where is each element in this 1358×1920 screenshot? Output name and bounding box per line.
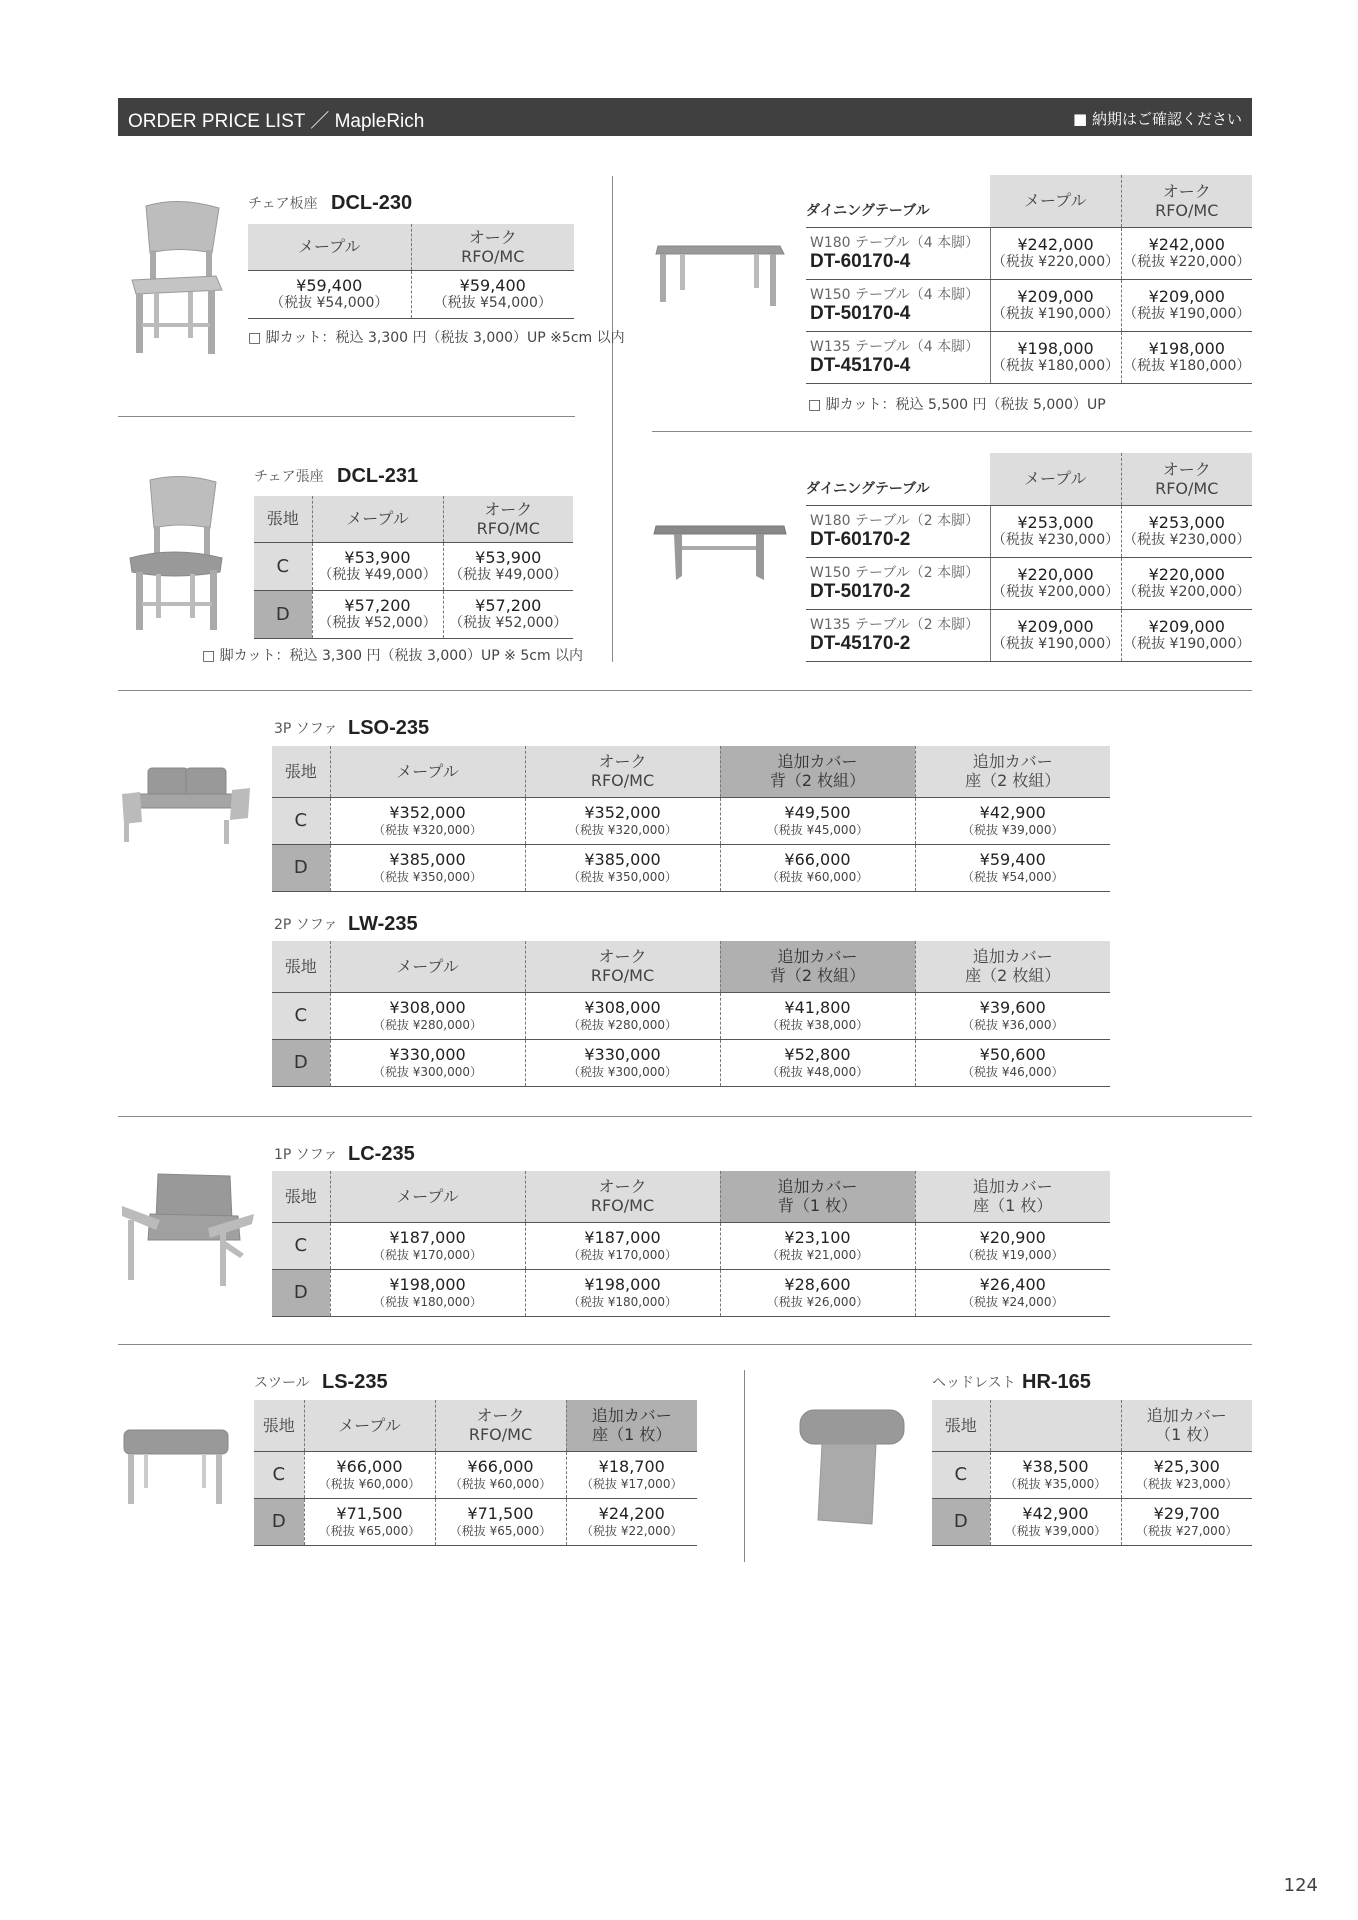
chair-wood-seat-image bbox=[124, 198, 234, 358]
product-code: DCL-230 bbox=[331, 192, 413, 214]
price-cell: ¥38,500 （税抜 ¥35,000） bbox=[990, 1451, 1121, 1498]
price-table-lso235 bbox=[272, 746, 1110, 892]
grade-cell: D bbox=[272, 1039, 330, 1086]
chair-upholstered-image bbox=[124, 476, 234, 636]
price-cell: ¥308,000 （税抜 ¥280,000） bbox=[330, 992, 525, 1039]
col-maple: メープル bbox=[304, 1400, 435, 1451]
product-label: ヘッドレスト bbox=[932, 1375, 1016, 1391]
product-label: チェア張座 bbox=[254, 469, 324, 485]
leg-cut-note: □ 脚カット：税込 3,300 円（税抜 3,000）UP ※5cm 以内 bbox=[248, 330, 625, 346]
product-code: LSO-235 bbox=[348, 717, 430, 739]
price-cell: ¥23,100 （税抜 ¥21,000） bbox=[720, 1222, 915, 1269]
price-cell: ¥28,600 （税抜 ¥26,000） bbox=[720, 1269, 915, 1316]
price-cell: ¥25,300 （税抜 ¥23,000） bbox=[1121, 1451, 1252, 1498]
col-fabric: 張地 bbox=[272, 1171, 330, 1222]
col-dining: ダイニングテーブル bbox=[806, 453, 990, 505]
price-cell: ¥66,000 （税抜 ¥60,000） bbox=[304, 1451, 435, 1498]
grade-cell: C bbox=[254, 1451, 304, 1498]
price-cell: ¥57,200 （税抜 ¥52,000） bbox=[312, 590, 443, 638]
product-label: 1P ソファ bbox=[274, 1147, 338, 1163]
price-cell: ¥49,500 （税抜 ¥45,000） bbox=[720, 797, 915, 844]
col-back-cover: 追加カバー 背（2 枚組） bbox=[720, 746, 915, 797]
price-cell: ¥187,000 （税抜 ¥170,000） bbox=[525, 1222, 720, 1269]
grade-cell: D bbox=[932, 1498, 990, 1545]
price-table-lc235 bbox=[272, 1171, 1110, 1317]
divider bbox=[118, 416, 575, 417]
price-cell: ¥41,800 （税抜 ¥38,000） bbox=[720, 992, 915, 1039]
sofa-1p-image bbox=[120, 1170, 256, 1290]
product-label: 3P ソファ bbox=[274, 721, 338, 737]
col-maple: メープル bbox=[990, 175, 1121, 227]
product-code: LW-235 bbox=[348, 913, 418, 935]
price-table-dcl230 bbox=[248, 224, 574, 319]
price-cell: ¥71,500 （税抜 ¥65,000） bbox=[435, 1498, 566, 1545]
col-oak: オーク RFO/MC bbox=[435, 1400, 566, 1451]
price-cell: ¥42,900 （税抜 ¥39,000） bbox=[990, 1498, 1121, 1545]
price-cell: ¥209,000 （税抜 ¥190,000） bbox=[990, 279, 1121, 331]
price-cell: ¥66,000 （税抜 ¥60,000） bbox=[435, 1451, 566, 1498]
price-cell: ¥50,600 （税抜 ¥46,000） bbox=[915, 1039, 1110, 1086]
price-table-lw235 bbox=[272, 941, 1110, 1087]
price-cell: ¥330,000 （税抜 ¥300,000） bbox=[525, 1039, 720, 1086]
col-maple: メープル bbox=[330, 746, 525, 797]
page-title: ORDER PRICE LIST ／ MapleRich bbox=[128, 111, 425, 132]
price-table-dcl231 bbox=[254, 496, 573, 639]
price-cell: ¥59,400 （税抜 ¥54,000） bbox=[411, 270, 574, 318]
col-seat-cover: 追加カバー 座（1 枚） bbox=[915, 1171, 1110, 1222]
price-cell: ¥209,000 （税抜 ¥190,000） bbox=[1121, 609, 1252, 661]
model-cell: W150 テーブル（2 本脚） DT-50170-2 bbox=[806, 557, 990, 609]
price-cell: ¥198,000 （税抜 ¥180,000） bbox=[1121, 331, 1252, 383]
grade-cell: C bbox=[254, 542, 312, 590]
price-cell: ¥59,400 （税抜 ¥54,000） bbox=[248, 270, 411, 318]
price-cell: ¥385,000 （税抜 ¥350,000） bbox=[525, 844, 720, 891]
col-maple: メープル bbox=[990, 453, 1121, 505]
price-cell: ¥330,000 （税抜 ¥300,000） bbox=[330, 1039, 525, 1086]
col-oak: オーク RFO/MC bbox=[1121, 175, 1252, 227]
col-maple: メープル bbox=[330, 1171, 525, 1222]
price-cell: ¥198,000 （税抜 ¥180,000） bbox=[330, 1269, 525, 1316]
price-cell: ¥71,500 （税抜 ¥65,000） bbox=[304, 1498, 435, 1545]
dining-table-2leg-image bbox=[652, 520, 788, 590]
divider bbox=[118, 1344, 1252, 1345]
price-cell: ¥20,900 （税抜 ¥19,000） bbox=[915, 1222, 1110, 1269]
col-seat-cover: 追加カバー 座（1 枚） bbox=[566, 1400, 697, 1451]
col-oak: オーク RFO/MC bbox=[525, 746, 720, 797]
price-cell: ¥52,800 （税抜 ¥48,000） bbox=[720, 1039, 915, 1086]
grade-cell: D bbox=[254, 590, 312, 638]
price-cell: ¥209,000 （税抜 ¥190,000） bbox=[990, 609, 1121, 661]
dining-table-4leg-image bbox=[652, 240, 788, 320]
price-cell: ¥242,000 （税抜 ¥220,000） bbox=[990, 227, 1121, 279]
price-cell: ¥66,000 （税抜 ¥60,000） bbox=[720, 844, 915, 891]
model-cell: W180 テーブル（2 本脚） DT-60170-2 bbox=[806, 505, 990, 557]
delivery-note: ■ 納期はご確認ください bbox=[1073, 110, 1242, 128]
stool-image bbox=[120, 1426, 232, 1508]
price-cell: ¥220,000 （税抜 ¥200,000） bbox=[1121, 557, 1252, 609]
col-fabric: 張地 bbox=[254, 1400, 304, 1451]
price-cell: ¥198,000 （税抜 ¥180,000） bbox=[990, 331, 1121, 383]
price-table-hr165 bbox=[932, 1400, 1252, 1546]
col-cover: 追加カバー （1 枚） bbox=[1121, 1400, 1252, 1451]
headrest-image bbox=[796, 1406, 908, 1528]
price-cell: ¥24,200 （税抜 ¥22,000） bbox=[566, 1498, 697, 1545]
col-maple: メープル bbox=[248, 224, 411, 270]
sofa-3p-image bbox=[120, 764, 252, 846]
col-oak: オーク RFO/MC bbox=[1121, 453, 1252, 505]
grade-cell: D bbox=[272, 844, 330, 891]
price-cell: ¥198,000 （税抜 ¥180,000） bbox=[525, 1269, 720, 1316]
price-cell: ¥209,000 （税抜 ¥190,000） bbox=[1121, 279, 1252, 331]
model-cell: W150 テーブル（4 本脚） DT-50170-4 bbox=[806, 279, 990, 331]
product-code: LC-235 bbox=[348, 1143, 415, 1165]
product-code: DCL-231 bbox=[337, 465, 419, 487]
col-fabric: 張地 bbox=[272, 941, 330, 992]
price-cell: ¥253,000 （税抜 ¥230,000） bbox=[1121, 505, 1252, 557]
price-cell: ¥242,000 （税抜 ¥220,000） bbox=[1121, 227, 1252, 279]
price-cell: ¥59,400 （税抜 ¥54,000） bbox=[915, 844, 1110, 891]
price-cell: ¥352,000 （税抜 ¥320,000） bbox=[330, 797, 525, 844]
price-cell: ¥253,000 （税抜 ¥230,000） bbox=[990, 505, 1121, 557]
model-cell: W135 テーブル（4 本脚） DT-45170-4 bbox=[806, 331, 990, 383]
divider bbox=[652, 431, 1252, 432]
price-cell: ¥53,900 （税抜 ¥49,000） bbox=[312, 542, 443, 590]
price-table-dt2 bbox=[806, 453, 1252, 662]
price-cell: ¥18,700 （税抜 ¥17,000） bbox=[566, 1451, 697, 1498]
product-label: 2P ソファ bbox=[274, 917, 338, 933]
product-code: HR-165 bbox=[1022, 1371, 1091, 1393]
price-table-dt4 bbox=[806, 175, 1252, 384]
col-fabric: 張地 bbox=[254, 496, 312, 542]
divider bbox=[118, 1116, 1252, 1117]
price-table-ls235 bbox=[254, 1400, 697, 1546]
price-cell: ¥42,900 （税抜 ¥39,000） bbox=[915, 797, 1110, 844]
price-cell: ¥57,200 （税抜 ¥52,000） bbox=[443, 590, 573, 638]
divider bbox=[612, 176, 613, 662]
price-cell: ¥29,700 （税抜 ¥27,000） bbox=[1121, 1498, 1252, 1545]
price-cell: ¥187,000 （税抜 ¥170,000） bbox=[330, 1222, 525, 1269]
price-cell: ¥220,000 （税抜 ¥200,000） bbox=[990, 557, 1121, 609]
grade-cell: C bbox=[272, 1222, 330, 1269]
col-seat-cover: 追加カバー 座（2 枚組） bbox=[915, 746, 1110, 797]
model-cell: W135 テーブル（2 本脚） DT-45170-2 bbox=[806, 609, 990, 661]
model-cell: W180 テーブル（4 本脚） DT-60170-4 bbox=[806, 227, 990, 279]
col-seat-cover: 追加カバー 座（2 枚組） bbox=[915, 941, 1110, 992]
leg-cut-note: □ 脚カット：税込 3,300 円（税抜 3,000）UP ※ 5cm 以内 bbox=[202, 648, 584, 664]
col-fabric: 張地 bbox=[272, 746, 330, 797]
price-cell: ¥385,000 （税抜 ¥350,000） bbox=[330, 844, 525, 891]
product-label: チェア板座 bbox=[248, 196, 318, 212]
col-back-cover: 追加カバー 背（2 枚組） bbox=[720, 941, 915, 992]
product-code: LS-235 bbox=[322, 1371, 388, 1393]
col-fabric: 張地 bbox=[932, 1400, 990, 1451]
col-oak: オーク RFO/MC bbox=[525, 1171, 720, 1222]
divider bbox=[744, 1370, 745, 1562]
col-oak: オーク RFO/MC bbox=[411, 224, 574, 270]
price-cell: ¥53,900 （税抜 ¥49,000） bbox=[443, 542, 573, 590]
price-cell: ¥352,000 （税抜 ¥320,000） bbox=[525, 797, 720, 844]
divider bbox=[118, 690, 1252, 691]
grade-cell: C bbox=[272, 797, 330, 844]
price-cell: ¥39,600 （税抜 ¥36,000） bbox=[915, 992, 1110, 1039]
col-oak: オーク RFO/MC bbox=[525, 941, 720, 992]
col-oak: オーク RFO/MC bbox=[443, 496, 573, 542]
grade-cell: D bbox=[254, 1498, 304, 1545]
header-bar bbox=[118, 98, 1252, 136]
grade-cell: D bbox=[272, 1269, 330, 1316]
col-dining: ダイニングテーブル bbox=[806, 175, 990, 227]
grade-cell: C bbox=[932, 1451, 990, 1498]
product-label: スツール bbox=[254, 1375, 310, 1391]
price-cell: ¥26,400 （税抜 ¥24,000） bbox=[915, 1269, 1110, 1316]
col-maple: メープル bbox=[330, 941, 525, 992]
col-back-cover: 追加カバー 背（1 枚） bbox=[720, 1171, 915, 1222]
page-number: 124 bbox=[1283, 1875, 1318, 1896]
col-price bbox=[990, 1400, 1121, 1451]
price-cell: ¥308,000 （税抜 ¥280,000） bbox=[525, 992, 720, 1039]
col-maple: メープル bbox=[312, 496, 443, 542]
grade-cell: C bbox=[272, 992, 330, 1039]
leg-cut-note: □ 脚カット：税込 5,500 円（税抜 5,000）UP bbox=[808, 397, 1106, 413]
